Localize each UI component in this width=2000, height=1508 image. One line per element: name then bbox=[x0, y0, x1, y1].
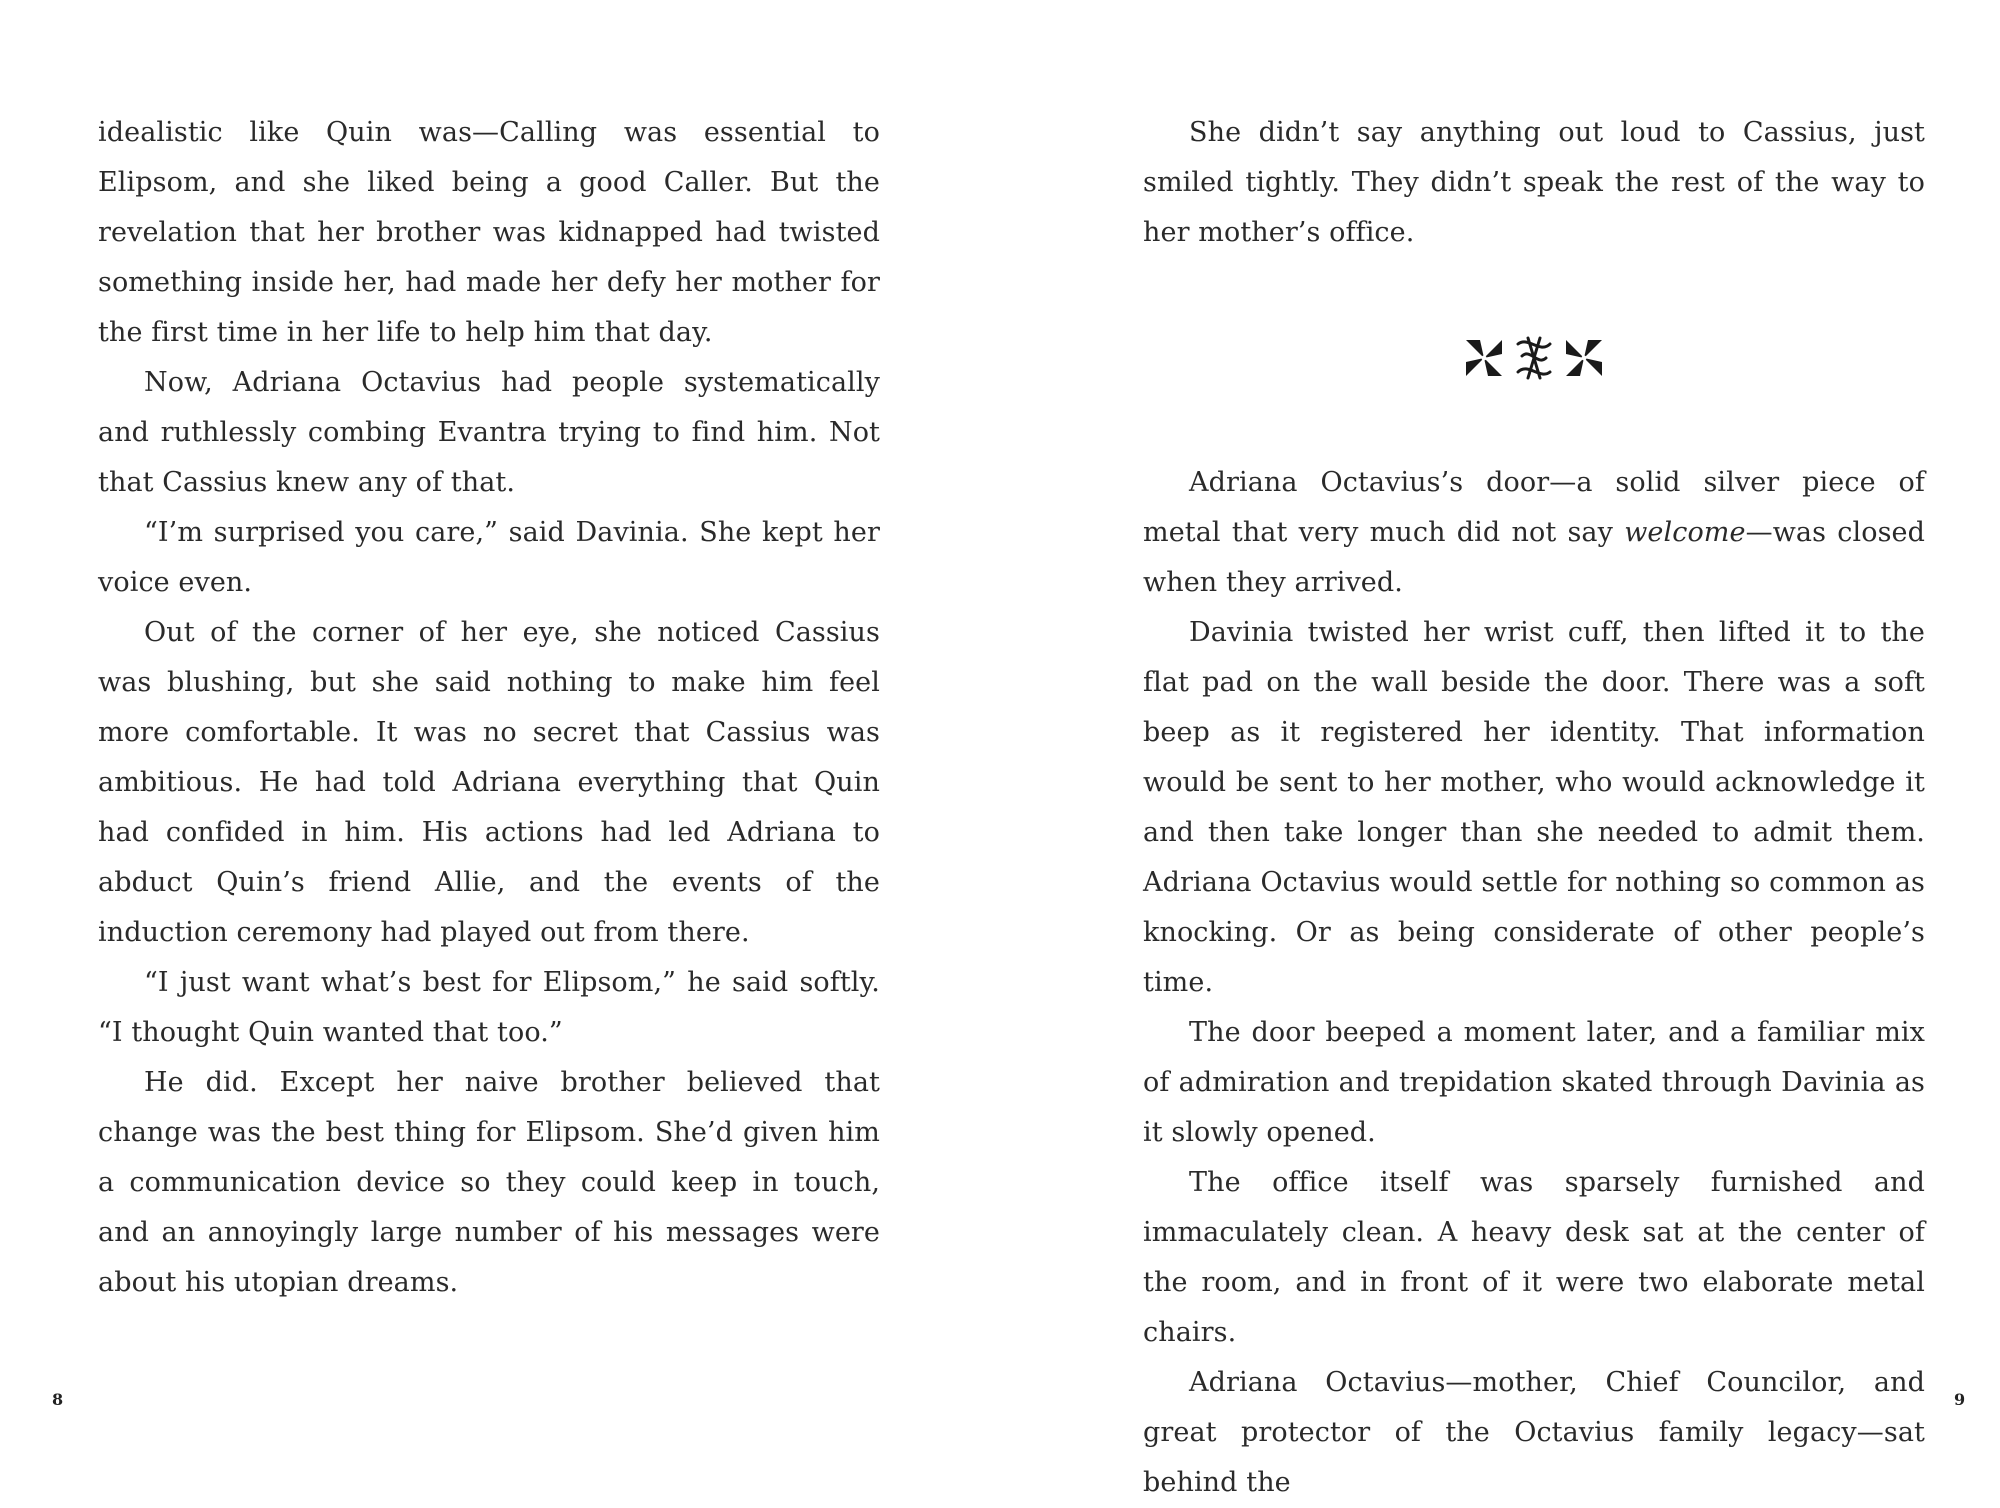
left-page-text bbox=[98, 108, 880, 1308]
scene-break-ornament-icon bbox=[1143, 258, 1925, 458]
paragraph: She didn’t say anything out loud to Cassius, just smiled tightly. They didn’t speak the rest of the way to her mother’s office. bbox=[1143, 117, 1925, 248]
paragraph: Out of the corner of her eye, she noticed Cassius was blushing, but she said nothing to make him feel more comfortable. It was no secret that Cassius was ambitious. He had told Adriana everything that Quin had confided in him. His actions had led Adriana to abduct Quin’s friend Allie, and the events of the induction ceremony had played out from there. bbox=[98, 617, 880, 948]
text-run: —was closed when they arrived. bbox=[1143, 517, 1925, 598]
paragraph: Now, Adriana Octavius had people systematically and ruthlessly combing Evantra trying to find him. Not that Cassius knew any of that. bbox=[98, 367, 880, 498]
paragraph: The office itself was sparsely furnished and immaculately clean. A heavy desk sat at the center of the room, and in front of it were two elaborate metal chairs. bbox=[1143, 1167, 1925, 1348]
paragraph: “I’m surprised you care,” said Davinia. She kept her voice even. bbox=[98, 517, 880, 598]
right-page bbox=[1000, 0, 2000, 1498]
paragraph: idealistic like Quin was—Calling was essential to Elipsom, and she liked being a good Caller. But the revelation that her brother was kidnapped had twisted something inside her, had made her defy her mother for the first time in her life to help him that day. bbox=[98, 117, 880, 348]
page-number-left: 8 bbox=[52, 1390, 64, 1409]
emphasis-text: welcome bbox=[1624, 517, 1746, 548]
paragraph: “I just want what’s best for Elipsom,” he said softly. “I thought Quin wanted that too.” bbox=[98, 967, 880, 1048]
paragraph: Davinia twisted her wrist cuff, then lifted it to the flat pad on the wall beside the door. There was a soft beep as it registered her identity. That information would be sent to her mother, who would acknowledge it and then take longer than she needed to admit them. Adriana Octavius would settle for nothing so common as knocking. Or as being considerate of other people’s time. bbox=[1143, 617, 1925, 998]
paragraph: Adriana Octavius—mother, Chief Councilor, and great protector of the Octavius family legacy—sat behind the bbox=[1143, 1367, 1925, 1498]
text-run: Adriana Octavius’s door—a solid silver piece of metal that very much did not say bbox=[1143, 467, 1925, 548]
right-page-text bbox=[1143, 108, 1925, 1508]
paragraph-door bbox=[1143, 458, 1925, 608]
page-number-right: 9 bbox=[1954, 1390, 1966, 1409]
left-page bbox=[0, 0, 1000, 1444]
paragraph: He did. Except her naive brother believed that change was the best thing for Elipsom. She’d given him a communication device so they could keep in touch, and an annoyingly large number of his messages were about his utopian dreams. bbox=[98, 1067, 880, 1298]
paragraph: The door beeped a moment later, and a familiar mix of admiration and trepidation skated through Davinia as it slowly opened. bbox=[1143, 1017, 1925, 1148]
